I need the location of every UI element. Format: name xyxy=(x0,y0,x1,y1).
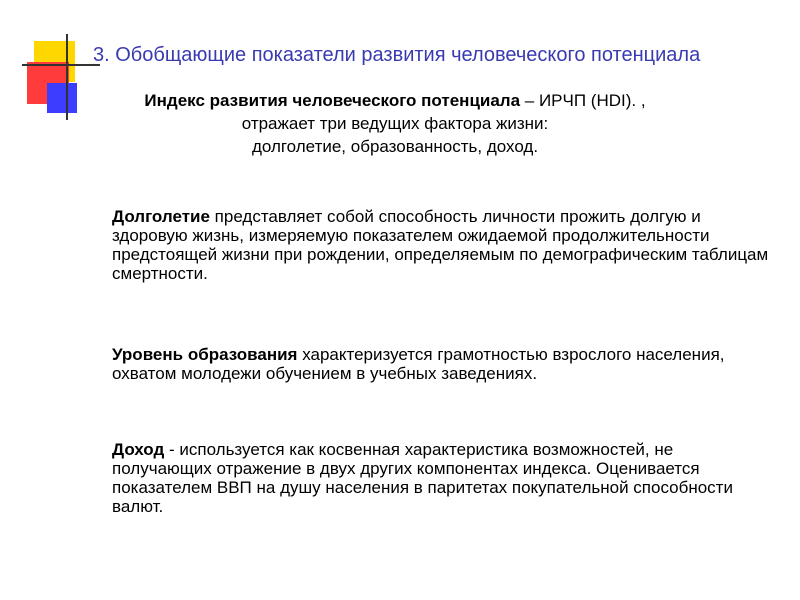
paragraph-longevity xyxy=(112,207,772,283)
lead-term-rest: – ИРЧП (HDI). , xyxy=(520,91,646,110)
paragraph-text: характеризуется грамотностью взрослого населения, охватом молодежи обучением в учебных заведениях. xyxy=(112,345,725,383)
lead-line-2: отражает три ведущих фактора жизни: xyxy=(241,114,549,133)
blue-square xyxy=(47,83,77,113)
paragraph-term: Уровень образования xyxy=(112,345,298,364)
paragraph-term: Доход xyxy=(112,440,165,459)
paragraph-text: - используется как косвенная характеристика возможностей, не получающих отражение в двух других компонентах индекса. Оценивается показателем ВВП на душу населения в паритетах покупательной способности валют. xyxy=(112,440,733,516)
paragraph-term: Долголетие xyxy=(112,207,210,226)
paragraph-income xyxy=(112,440,772,516)
paragraph-education xyxy=(112,345,772,383)
lead-term: Индекс развития человеческого потенциала xyxy=(144,91,521,110)
paragraph-text: представляет собой способность личности прожить долгую и здоровую жизнь, измеряемую показателем ожидаемой продолжительности предстоящей жизни при рождении, определяемым по демографическим таблицам смертности. xyxy=(112,207,769,283)
horizontal-line xyxy=(22,64,100,66)
lead-block xyxy=(100,89,690,158)
slide-title: 3. Обобщающие показатели развития человеческого потенциала xyxy=(93,44,701,66)
lead-line-1 xyxy=(100,89,690,112)
vertical-line xyxy=(66,34,68,120)
lead-line-3: долголетие, образованность, доход. xyxy=(251,137,539,156)
